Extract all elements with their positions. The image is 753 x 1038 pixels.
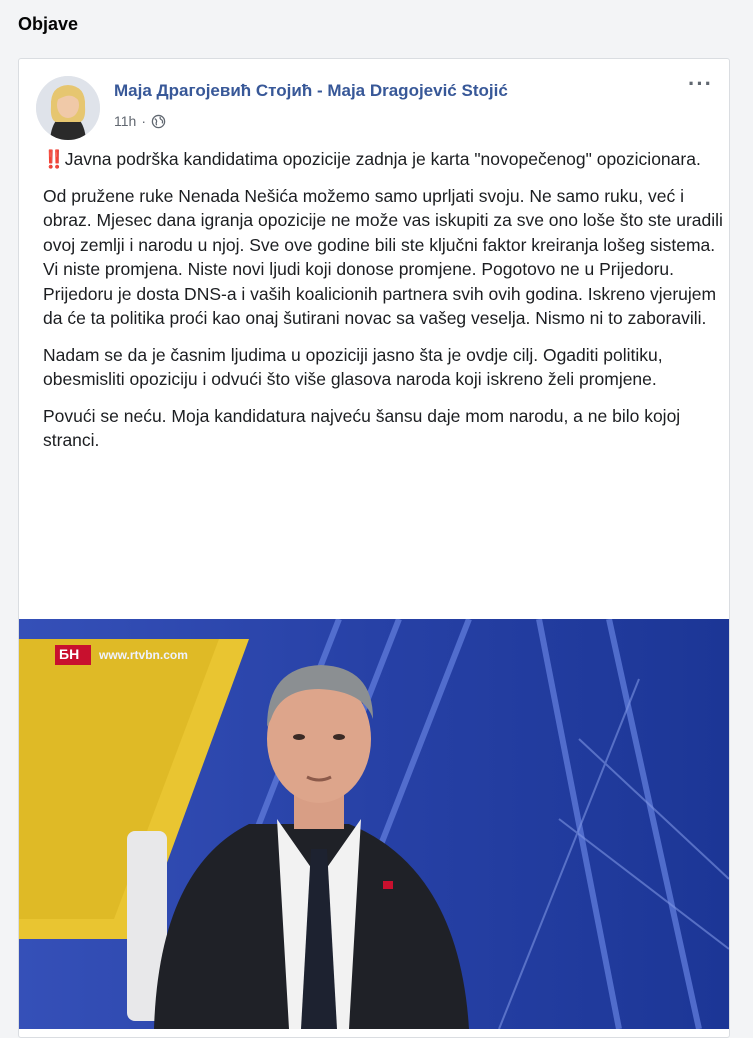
more-options-icon[interactable]: ···: [688, 71, 713, 96]
post-paragraph-4: Povući se neću. Moja kandidatura najveću šansu daje mom narodu, a ne bilo kojoj stranci.: [43, 405, 681, 450]
post-paragraph-3: Nadam se da je časnim ljudima u opoziciji jasno šta je ovdje cilj. Ogaditi politiku, obesmisliti opoziciju i odvući što više glasova naroda koji iskreno želi promjene.: [43, 344, 663, 389]
channel-watermark: www.rtvbn.com: [99, 648, 188, 662]
meta-separator: ·: [141, 113, 146, 129]
post-body: [43, 147, 730, 465]
globe-icon[interactable]: [151, 114, 166, 129]
post-paragraph-1: ‼️ Javna podrška kandidatima opozicije zadnja je karta "novopečenog" opozicionara.: [43, 149, 701, 169]
post-card: [18, 58, 730, 1038]
author-name[interactable]: Maja Драгојевић Стојић - Maja Dragojević Stojić: [114, 81, 508, 100]
post-timestamp[interactable]: 11h: [114, 113, 137, 129]
channel-logo: БН: [59, 646, 80, 662]
post-image[interactable]: [19, 619, 729, 1029]
post-meta: [114, 113, 166, 129]
double-exclamation-icon: ‼️: [43, 149, 63, 169]
section-title: Objave: [18, 14, 79, 34]
post-header: [19, 59, 729, 149]
avatar[interactable]: [36, 76, 100, 140]
post-paragraph-2: Od pružene ruke Nenada Nešića možemo samo uprljati svoju. Ne samo ruku, već i obraz. Mjesec dana igranja opozicije ne može vas iskupiti za sve ono loše što ste uradili ovoj zemlji i narodu u njoj. Sve ove godine bili ste ključni faktor kreiranja lošeg sistema. Vi niste promjena. Niste novi ljudi koji donose promjene. Pogotovo ne u Prijedoru. Prijedoru je dosta DNS-a i vaših koalicionih partnera svih ovih godina. Iskreno vjerujem da će ta politika proći kao onaj šutirani novac sa vašeg veselja. Nismo ni to zaboravili.: [43, 185, 723, 328]
